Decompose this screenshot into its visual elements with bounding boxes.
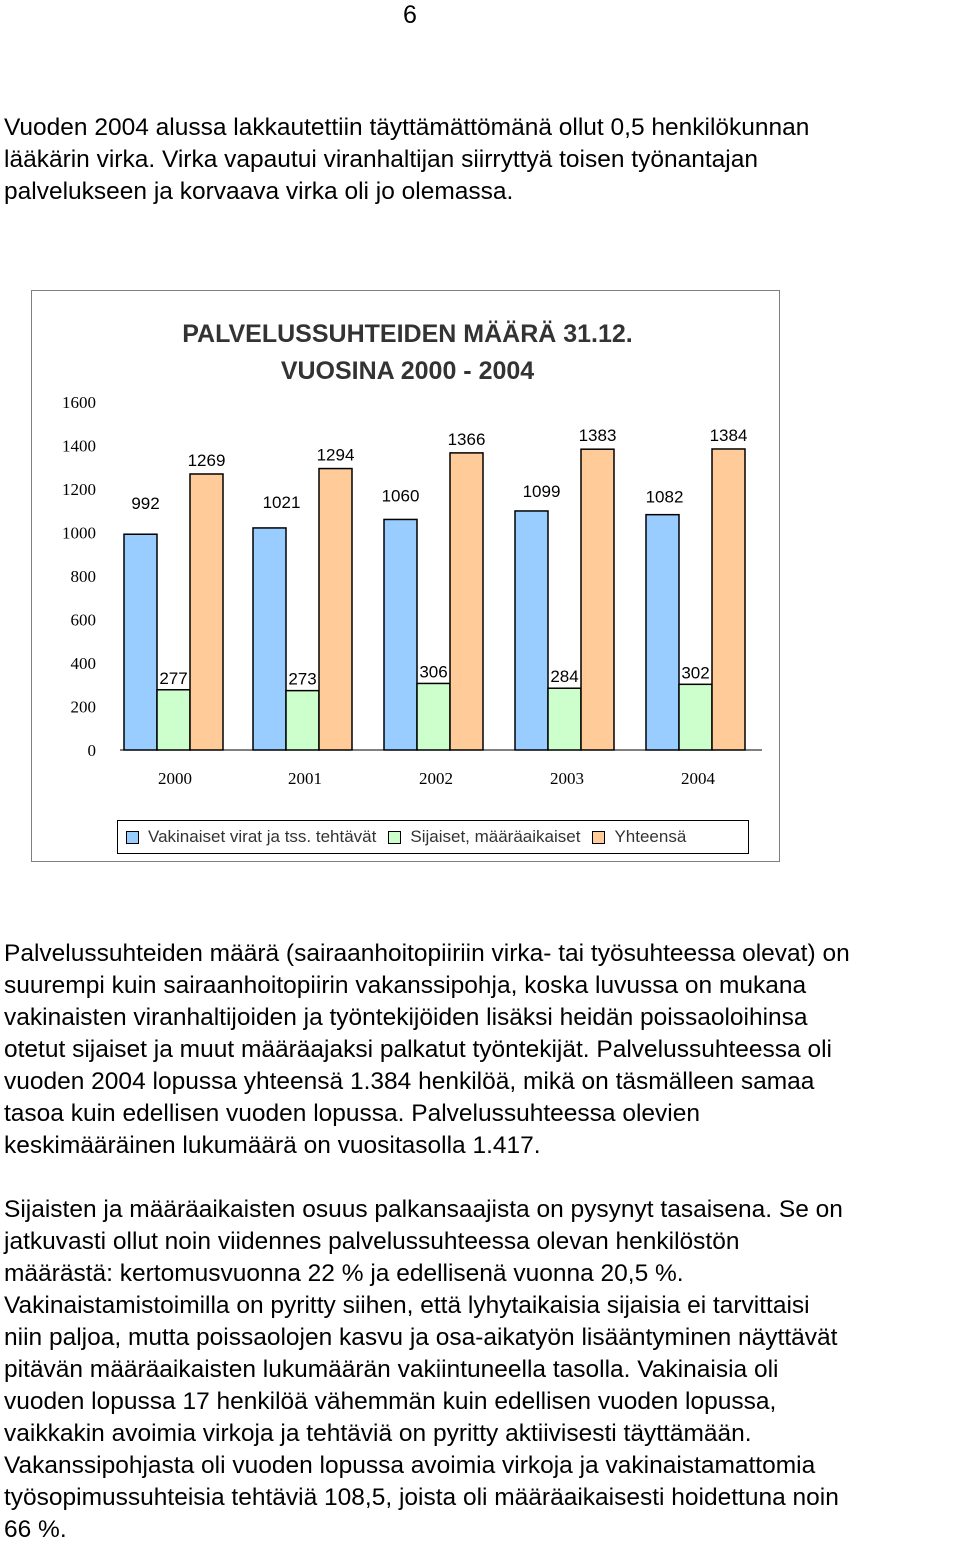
bar-vakinaiset	[124, 534, 157, 750]
legend-label-sijaiset: Sijaiset, määräaikaiset	[410, 827, 581, 846]
y-axis-tick-label: 600	[70, 610, 96, 630]
text-line: Sijaisten ja määräaikaisten osuus palkansaajista on pysynyt tasaisena. Se on	[4, 1196, 843, 1223]
text-line: vakinaisten viranhaltijoiden ja työntekijöiden lisäksi heidän poissaoloihinsa	[4, 1004, 808, 1031]
y-axis-tick-label: 1400	[62, 436, 96, 456]
x-axis-category-label: 2003	[550, 769, 584, 788]
legend-item-sijaiset	[388, 827, 580, 847]
text-line: keskimääräinen lukumäärä on vuositasolla 1.417.	[4, 1132, 541, 1159]
bar-data-label: 284	[550, 667, 579, 687]
y-axis-tick-label: 800	[70, 567, 96, 586]
text-line: otetut sijaiset ja muut määräajaksi palkatut työntekijät. Palvelussuhteessa oli	[4, 1036, 832, 1063]
y-axis-tick-label: 1000	[62, 523, 96, 543]
bar-sijaiset	[679, 684, 712, 750]
chart-legend	[117, 820, 749, 854]
text-line: Vuoden 2004 alussa lakkautettiin täyttämättömänä ollut 0,5 henkilökunnan	[4, 114, 810, 141]
body-paragraph-2	[4, 1194, 958, 1546]
body-paragraph-1	[4, 938, 958, 1162]
text-line: vuoden lopussa 17 henkilöä vähemmän kuin edellisen vuoden lopussa,	[4, 1388, 777, 1415]
bar-data-label: 1384	[709, 425, 748, 445]
bar-sijaiset	[417, 683, 450, 750]
bar-data-label: 302	[681, 663, 710, 683]
chart-title-line: PALVELUSSUHTEIDEN MÄÄRÄ 31.12.	[182, 320, 633, 348]
text-line: palvelukseen ja korvaava virka oli jo olemassa.	[4, 178, 514, 205]
legend-swatch-sijaiset	[388, 831, 401, 844]
text-line: 66 %.	[4, 1516, 67, 1543]
text-line: vuoden 2004 lopussa yhteensä 1.384 henkilöä, mikä on täsmälleen samaa	[4, 1068, 815, 1095]
bar-data-label: 1082	[645, 487, 684, 507]
bar-yhteensa	[319, 469, 352, 750]
bar-yhteensa	[712, 449, 745, 750]
x-axis-category-label: 2002	[419, 769, 453, 788]
x-axis-category-label: 2000	[158, 769, 192, 788]
bar-data-label: 992	[131, 494, 160, 514]
text-line: työsopimussuhteisia tehtäviä 108,5, joista oli määräaikaisesti hoidettuna noin	[4, 1484, 839, 1511]
bar-vakinaiset	[384, 519, 417, 750]
text-line: jatkuvasti ollut noin viidennes palvelussuhteessa olevan henkilöstön	[4, 1228, 740, 1255]
text-line: niin paljoa, mutta poissaolojen kasvu ja osa-aikatyön lisääntyminen näyttävät	[4, 1324, 838, 1351]
legend-label-yhteensa: Yhteensä	[614, 827, 687, 846]
text-line: pitävän määräaikaisten lukumäärän vakiintuneella tasolla. Vakinaisia oli	[4, 1356, 779, 1383]
bar-sijaiset	[548, 688, 581, 750]
text-line: suurempi kuin sairaanhoitopiirin vakanssipohja, koska luvussa on mukana	[4, 972, 807, 999]
bar-yhteensa	[581, 449, 614, 750]
bar-data-label: 306	[419, 662, 448, 682]
bar-data-label: 277	[159, 668, 188, 688]
bar-data-label: 1269	[187, 450, 226, 470]
bar-sijaiset	[157, 690, 190, 750]
y-axis-tick-label: 400	[70, 654, 96, 673]
text-line: lääkärin virka. Virka vapautui viranhaltijan siirryttyä toisen työnantajan	[4, 146, 758, 173]
chart-title-line: VUOSINA 2000 - 2004	[280, 357, 535, 385]
bar-vakinaiset	[646, 515, 679, 750]
bar-vakinaiset	[253, 528, 286, 750]
text-line: Palvelussuhteiden määrä (sairaanhoitopiiriin virka- tai työsuhteessa olevat) on	[4, 940, 850, 967]
y-axis-tick-label: 200	[70, 697, 96, 717]
legend-item-yhteensa	[592, 827, 686, 847]
bar-data-label: 1021	[262, 492, 301, 512]
bar-sijaiset	[286, 691, 319, 750]
x-axis-category-label: 2004	[681, 769, 715, 788]
y-axis-tick-label: 1600	[62, 393, 96, 412]
bar-data-label: 1366	[447, 429, 486, 449]
x-axis-category-label: 2001	[288, 769, 322, 788]
legend-label-vakinaiset: Vakinaiset virat ja tss. tehtävät	[148, 827, 377, 846]
bar-yhteensa	[450, 453, 483, 750]
bar-data-label: 1383	[578, 426, 617, 446]
text-line: Vakanssipohjasta oli vuoden lopussa avoimia virkoja ja vakinaistamattomia	[4, 1452, 816, 1479]
page-number: 6	[403, 1, 417, 29]
text-line: vaikkakin avoimia virkoja ja tehtäviä on pyritty aktiivisesti täyttämään.	[4, 1420, 752, 1447]
text-line: määrästä: kertomusvuonna 22 % ja edellisenä vuonna 20,5 %.	[4, 1260, 684, 1287]
y-axis-tick-label: 1200	[62, 480, 96, 499]
bar-data-label: 1294	[316, 445, 355, 465]
bar-data-label: 273	[288, 669, 317, 689]
bar-vakinaiset	[515, 511, 548, 750]
text-line: Vakinaistamistoimilla on pyritty siihen, että lyhytaikaisia sijaisia ei tarvittaisi	[4, 1292, 810, 1319]
y-axis-tick-label: 0	[87, 741, 96, 760]
legend-swatch-yhteensa	[592, 831, 605, 844]
legend-item-vakinaiset	[126, 827, 376, 847]
legend-swatch-vakinaiset	[126, 831, 139, 844]
bar-data-label: 1060	[381, 486, 420, 506]
bar-data-label: 1099	[522, 481, 561, 501]
bar-yhteensa	[190, 474, 223, 750]
text-line: tasoa kuin edellisen vuoden lopussa. Palvelussuhteessa olevien	[4, 1100, 700, 1127]
